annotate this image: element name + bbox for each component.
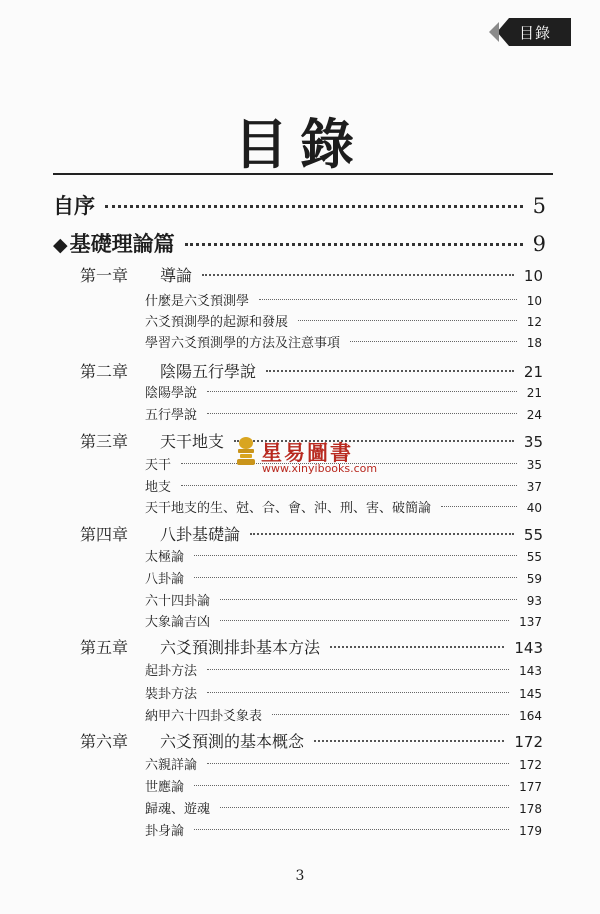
toc-entry-section[interactable] (145, 776, 542, 795)
toc-entry-section[interactable] (145, 311, 542, 330)
entry-title: 基礎理論篇 (69, 231, 175, 256)
chapter-label: 第一章 (80, 266, 129, 285)
entry-page: 172 (519, 758, 542, 772)
entry-page: 59 (526, 572, 542, 586)
toc-entry-section[interactable] (145, 705, 542, 724)
toc-entry-chapter[interactable] (80, 522, 543, 545)
entry-page: 164 (519, 709, 542, 723)
toc-entry-chapter[interactable] (80, 263, 543, 286)
toc-entry-section[interactable] (145, 611, 542, 630)
dot-leader (250, 533, 514, 535)
entry-title: 裝卦方法 (145, 687, 198, 702)
dot-leader (350, 341, 517, 342)
entry-title: 學習六爻預測學的方法及注意事項 (145, 336, 341, 351)
entry-page: 177 (519, 780, 542, 794)
entry-title: 八卦論 (145, 572, 185, 587)
entry-page: 145 (519, 687, 542, 701)
toc-entry-section[interactable] (145, 497, 542, 516)
dot-leader (259, 299, 517, 300)
page-number: 3 (295, 868, 305, 884)
entry-title: 歸魂、遊魂 (145, 802, 211, 817)
toc-entry-section[interactable] (145, 382, 542, 401)
toc-entry-section[interactable] (145, 798, 542, 817)
entry-page: 10 (526, 294, 542, 308)
chapter-label: 第五章 (80, 638, 129, 657)
chapter-label: 第二章 (80, 362, 129, 381)
toc-entry-section[interactable] (145, 404, 542, 423)
entry-title: 起卦方法 (145, 664, 198, 679)
dot-leader (185, 243, 523, 246)
entry-page: 55 (523, 526, 543, 544)
dot-leader (314, 740, 504, 742)
toc-entry-section[interactable] (145, 590, 542, 609)
header-tab-label: 目錄 (519, 24, 552, 42)
dot-leader (220, 599, 517, 600)
entry-page: 37 (526, 480, 542, 494)
chapter-label: 第四章 (80, 525, 129, 544)
toc-entry-section[interactable] (145, 820, 542, 839)
dot-leader (266, 370, 514, 372)
chapter-label: 第六章 (80, 732, 129, 751)
entry-page: 21 (526, 386, 542, 400)
dot-leader (207, 669, 509, 670)
toc-entry-major[interactable] (53, 190, 546, 220)
toc-entry-section[interactable] (145, 754, 542, 773)
entry-page: 24 (526, 408, 542, 422)
dot-leader (272, 714, 509, 715)
dot-leader (220, 807, 509, 808)
toc-entry-chapter[interactable] (80, 729, 543, 752)
toc-entry-chapter[interactable] (80, 635, 543, 658)
watermark-logo-icon (234, 435, 258, 467)
watermark-url: www.xinyibooks.com (262, 462, 378, 475)
entry-page: 35 (523, 433, 543, 451)
entry-title: 天干地支 (160, 432, 225, 451)
entry-title: 陰陽學說 (145, 386, 198, 401)
entry-title: 六爻預測學的起源和發展 (145, 315, 289, 330)
entry-title: 六親詳論 (145, 758, 198, 773)
dot-leader (194, 555, 517, 556)
page-title: 目錄 (234, 112, 366, 176)
toc-entry-chapter[interactable] (80, 359, 543, 382)
entry-title: 天干地支的生、尅、合、會、沖、刑、害、破簡論 (145, 501, 432, 516)
entry-title: 什麼是六爻預測學 (145, 294, 250, 309)
toc-entry-section[interactable] (145, 683, 542, 702)
dot-leader (220, 620, 509, 621)
entry-title: 地支 (145, 480, 172, 495)
toc-entry-section[interactable] (145, 546, 542, 565)
entry-title: 納甲六十四卦爻象表 (145, 709, 263, 724)
entry-page: 55 (526, 550, 542, 564)
entry-page: 18 (526, 336, 542, 350)
entry-title: 卦身論 (145, 824, 185, 839)
dot-leader (194, 829, 509, 830)
entry-page: 143 (519, 664, 542, 678)
entry-title: 大象論吉凶 (145, 615, 211, 630)
entry-page: 12 (526, 315, 542, 329)
toc-entry-section[interactable] (145, 332, 542, 351)
dot-leader (441, 506, 517, 507)
dot-leader (207, 763, 509, 764)
diamond-icon: ◆ (53, 234, 68, 256)
entry-title: 太極論 (145, 550, 185, 565)
entry-page: 143 (514, 639, 543, 657)
entry-title: 六爻預測排卦基本方法 (160, 638, 321, 657)
entry-title: 五行學說 (145, 408, 198, 423)
dot-leader (105, 205, 523, 208)
dot-leader (194, 577, 517, 578)
entry-page: 172 (514, 733, 543, 751)
toc-entry-major[interactable] (53, 228, 546, 258)
toc-entry-section[interactable] (145, 476, 542, 495)
toc-entry-section[interactable] (145, 290, 542, 309)
dot-leader (330, 646, 504, 648)
entry-page: 21 (523, 363, 543, 381)
entry-page: 10 (523, 267, 543, 285)
dot-leader (194, 785, 509, 786)
entry-page: 178 (519, 802, 542, 816)
entry-page: 5 (532, 194, 546, 218)
dot-leader (207, 692, 509, 693)
chapter-label: 第三章 (80, 432, 129, 451)
entry-title: 八卦基礎論 (160, 525, 241, 544)
toc-entry-section[interactable] (145, 568, 542, 587)
entry-title: 自序 (53, 193, 95, 218)
entry-title: 六十四卦論 (145, 594, 211, 609)
entry-title: 導論 (160, 266, 193, 285)
dot-leader (202, 274, 514, 276)
entry-title: 天干 (145, 458, 172, 473)
title-divider (53, 173, 553, 175)
entry-title: 陰陽五行學說 (160, 362, 257, 381)
dot-leader (181, 485, 517, 486)
entry-title: 六爻預測的基本概念 (160, 732, 305, 751)
entry-page: 35 (526, 458, 542, 472)
dot-leader (298, 320, 517, 321)
toc-entry-section[interactable] (145, 660, 542, 679)
watermark-text: 星易圖書 (261, 440, 353, 465)
entry-page: 137 (519, 615, 542, 629)
entry-page: 9 (532, 232, 546, 256)
dot-leader (207, 413, 517, 414)
entry-page: 179 (519, 824, 542, 838)
entry-page: 93 (526, 594, 542, 608)
dot-leader (207, 391, 517, 392)
entry-page: 40 (526, 501, 542, 515)
entry-title: 世應論 (145, 780, 185, 795)
